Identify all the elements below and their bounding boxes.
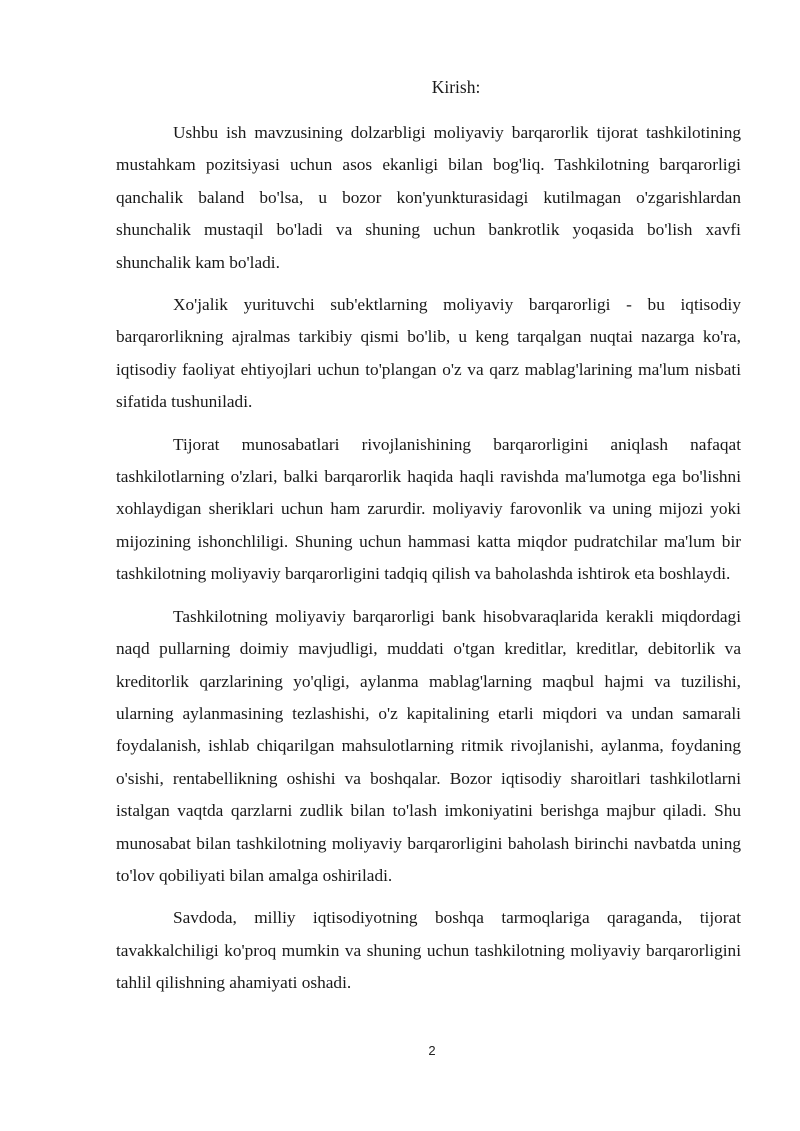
body-text	[116, 117, 741, 1010]
section-heading: Kirish:	[431, 77, 481, 97]
paragraph-1: Ushbu ish mavzusining dolzarbligi moliyaviy barqarorlik tijorat tashkilotining mustahkam pozitsiyasi uchun asos ekanligi bilan bog'liq. Tashkilotning barqarorligi qanchalik baland bo'lsa, u bozor kon'yunkturasidagi kutilmagan o'zgarishlardan shunchalik mustaqil bo'ladi va shuning uchun bankrotlik yoqasida bo'lish xavfi shunchalik kam bo'ladi.	[116, 123, 741, 272]
paragraph-3: Tijorat munosabatlari rivojlanishining barqarorligini aniqlash nafaqat tashkilotlarning o'zlari, balki barqarorlik haqida haqli ravishda ma'lumotga ega bo'lishni xohlaydigan sheriklari uchun ham zarurdir. moliyaviy farovonlik va uning mijozi yoki mijozining ishonchliligi. Shuning uchun hammasi katta miqdor pudratchilar ma'lum bir tashkilotning moliyaviy barqarorligini tadqiq qilish va baholashda ishtirok eta boshlaydi.	[116, 434, 741, 584]
paragraph-5: Savdoda, milliy iqtisodiyotning boshqa tarmoqlariga qaraganda, tijorat tavakkalchiligi ko'proq mumkin va shuning uchun tashkilotning moliyaviy barqarorligini tahlil qilishning ahamiyati oshadi.	[116, 908, 741, 993]
paragraph-4: Tashkilotning moliyaviy barqarorligi bank hisobvaraqlarida kerakli miqdordagi naqd pullarning doimiy mavjudligi, muddati o'tgan kreditlar, kreditlar, debitorlik va kreditorlik qarzlarining yo'qligi, aylanma mablag'larning maqbul hajmi va tuzilishi, ularning aylanmasining tezlashishi, o'z kapitalining etarli miqdori va undan samarali foydalanish, ishlab chiqarilgan mahsulotlarning ritmik rivojlanishi, aylanma, foydaning o'sishi, rentabellikning oshishi va boshqalar. Bozor iqtisodiy sharoitlari tashkilotlarni istalgan vaqtda qarzlarni zudlik bilan to'lash imkoniyatini berishga majbur qiladi. Shu munosabat bilan tashkilotning moliyaviy barqarorligini baholash birinchi navbatda uning to'lov qobiliyati bilan amalga oshiriladi.	[116, 606, 741, 885]
page-number: 2	[428, 1043, 436, 1058]
paragraph-2: Xo'jalik yurituvchi sub'ektlarning moliyaviy barqarorligi - bu iqtisodiy barqarorlikning ajralmas tarkibiy qismi bo'lib, u keng tarqalgan nuqtai nazarga ko'ra, iqtisodiy faoliyat ehtiyojlari uchun to'plangan o'z va qarz mablag'larining ma'lum nisbati sifatida tushuniladi.	[116, 295, 741, 412]
